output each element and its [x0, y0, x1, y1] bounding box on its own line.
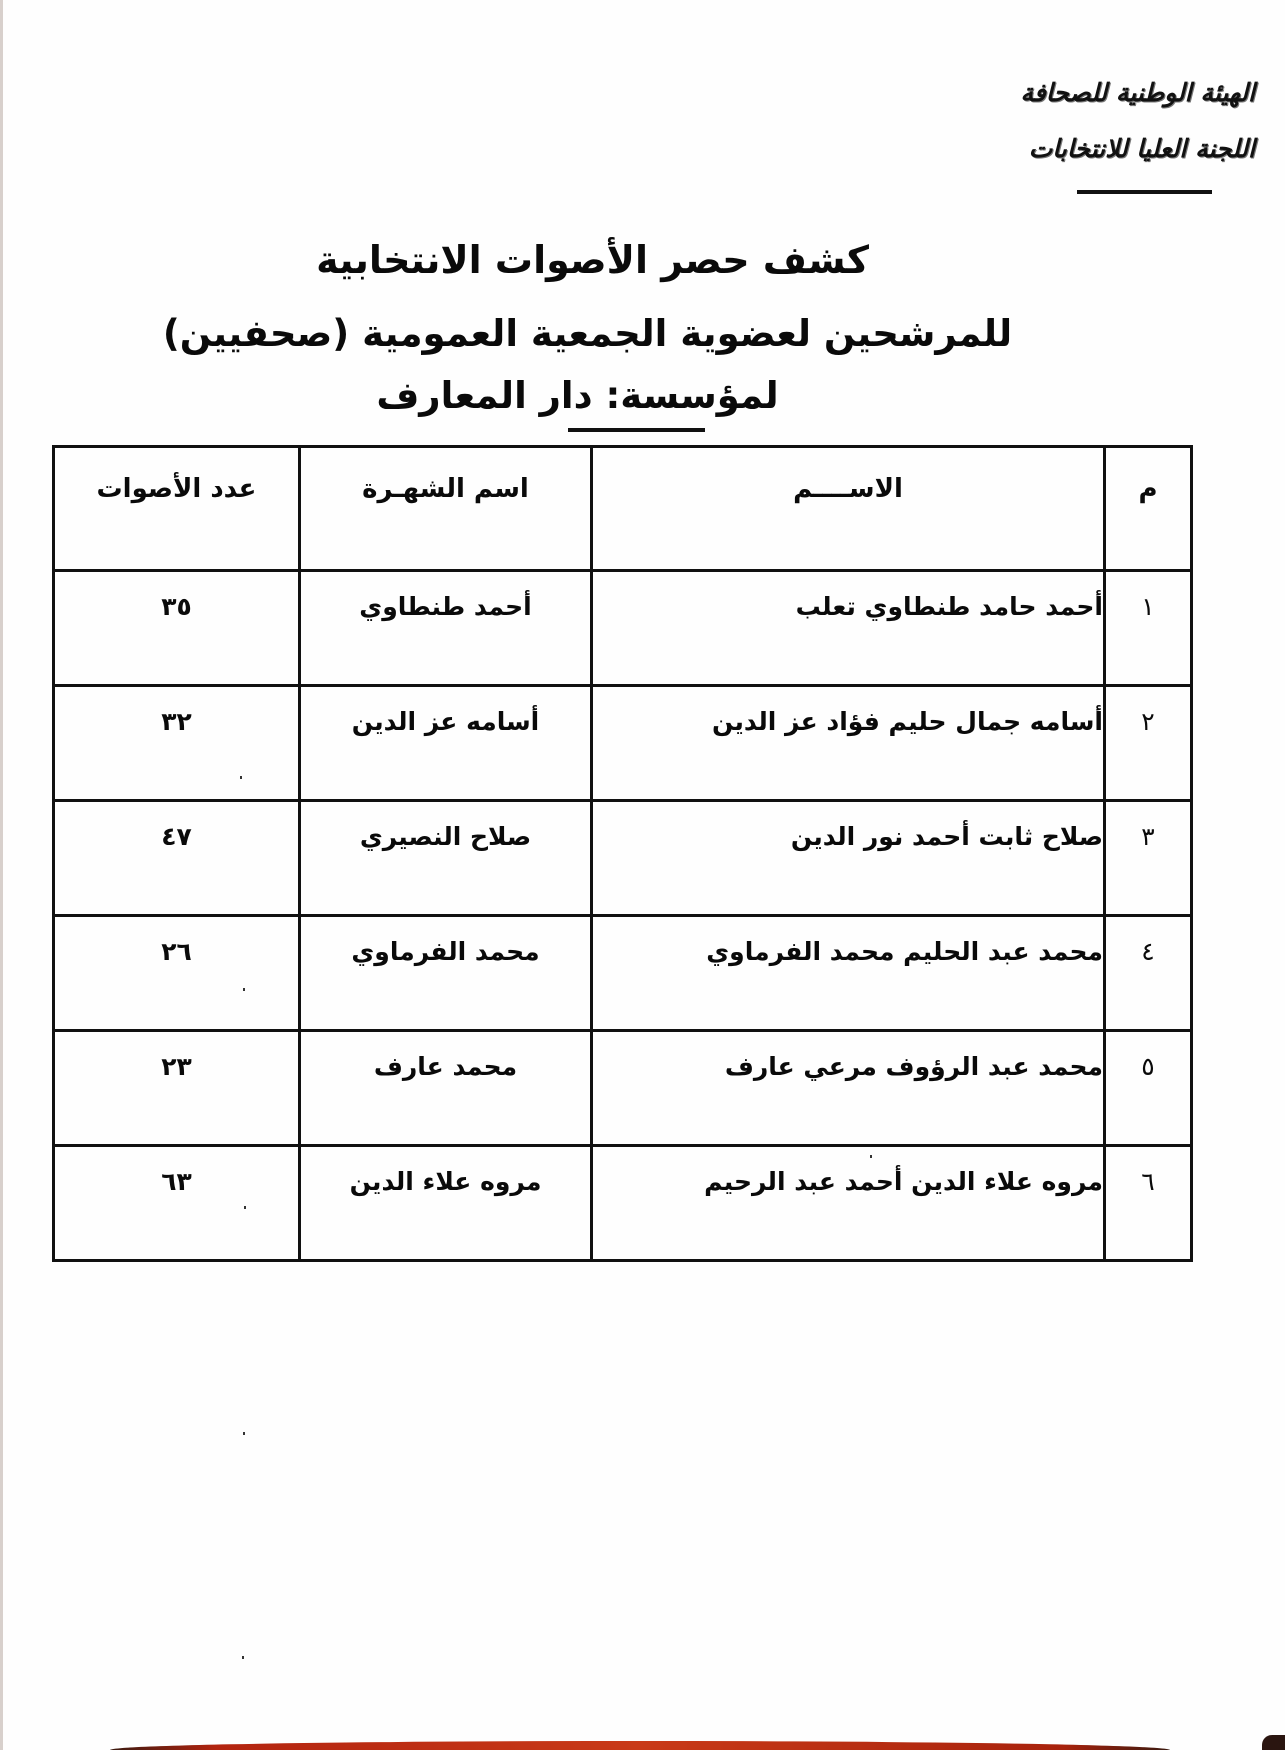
header-fame-name: اسم الشهـرة	[300, 447, 592, 571]
row-votes: ٦٣	[54, 1146, 300, 1261]
header-votes: عدد الأصوات	[54, 447, 300, 571]
row-votes: ٣٢	[54, 686, 300, 801]
row-votes: ٢٣	[54, 1031, 300, 1146]
table-row	[54, 571, 1192, 686]
row-fame-name: أسامه عز الدين	[300, 686, 592, 801]
row-votes: ٣٥	[54, 571, 300, 686]
header-name: الاســــم	[592, 447, 1105, 571]
scan-speck	[240, 776, 242, 779]
letterhead-divider	[1077, 190, 1212, 194]
row-name: محمد عبد الحليم محمد الفرماوي	[592, 916, 1105, 1031]
table-row	[54, 1031, 1192, 1146]
table-header-row	[54, 447, 1192, 571]
row-name: أسامه جمال حليم فؤاد عز الدين	[592, 686, 1105, 801]
row-fame-name: محمد عارف	[300, 1031, 592, 1146]
table-row	[54, 1146, 1192, 1261]
table-row	[54, 916, 1192, 1031]
row-num: ١	[1105, 571, 1192, 686]
document-title: كشف حصر الأصوات الانتخابية	[316, 238, 869, 282]
row-num: ٣	[1105, 801, 1192, 916]
scan-speck	[243, 988, 245, 991]
row-name: صلاح ثابت أحمد نور الدين	[592, 801, 1105, 916]
scan-speck	[870, 1155, 872, 1158]
row-num: ٦	[1105, 1146, 1192, 1261]
scan-corner	[1262, 1735, 1285, 1750]
row-num: ٥	[1105, 1031, 1192, 1146]
institution-line	[0, 374, 1220, 417]
header-num: م	[1105, 447, 1192, 571]
row-num: ٤	[1105, 916, 1192, 1031]
scan-speck	[243, 1432, 245, 1435]
row-name: محمد عبد الرؤوف مرعي عارف	[592, 1031, 1105, 1146]
scan-speck	[244, 1206, 246, 1209]
row-fame-name: محمد الفرماوي	[300, 916, 592, 1031]
scan-bottom-edge	[110, 1741, 1170, 1750]
institution-name: دار المعارف	[376, 374, 593, 417]
row-fame-name: مروه علاء الدين	[300, 1146, 592, 1261]
row-name: مروه علاء الدين أحمد عبد الرحيم	[592, 1146, 1105, 1261]
letterhead-line-2: اللجنة العليا للانتخابات	[1028, 134, 1255, 163]
institution-label: لمؤسسة:	[605, 374, 779, 417]
row-votes: ٢٦	[54, 916, 300, 1031]
institution-underline	[568, 428, 705, 432]
row-num: ٢	[1105, 686, 1192, 801]
document-subtitle: للمرشحين لعضوية الجمعية العمومية (صحفيين)	[162, 312, 1013, 355]
letterhead-line-1: الهيئة الوطنية للصحافة	[1020, 78, 1255, 107]
table-row	[54, 801, 1192, 916]
row-votes: ٤٧	[54, 801, 300, 916]
row-fame-name: أحمد طنطاوي	[300, 571, 592, 686]
row-fame-name: صلاح النصيري	[300, 801, 592, 916]
table-row	[54, 686, 1192, 801]
row-name: أحمد حامد طنطاوي تعلب	[592, 571, 1105, 686]
votes-table	[52, 445, 1193, 1262]
scan-speck	[242, 1656, 244, 1659]
